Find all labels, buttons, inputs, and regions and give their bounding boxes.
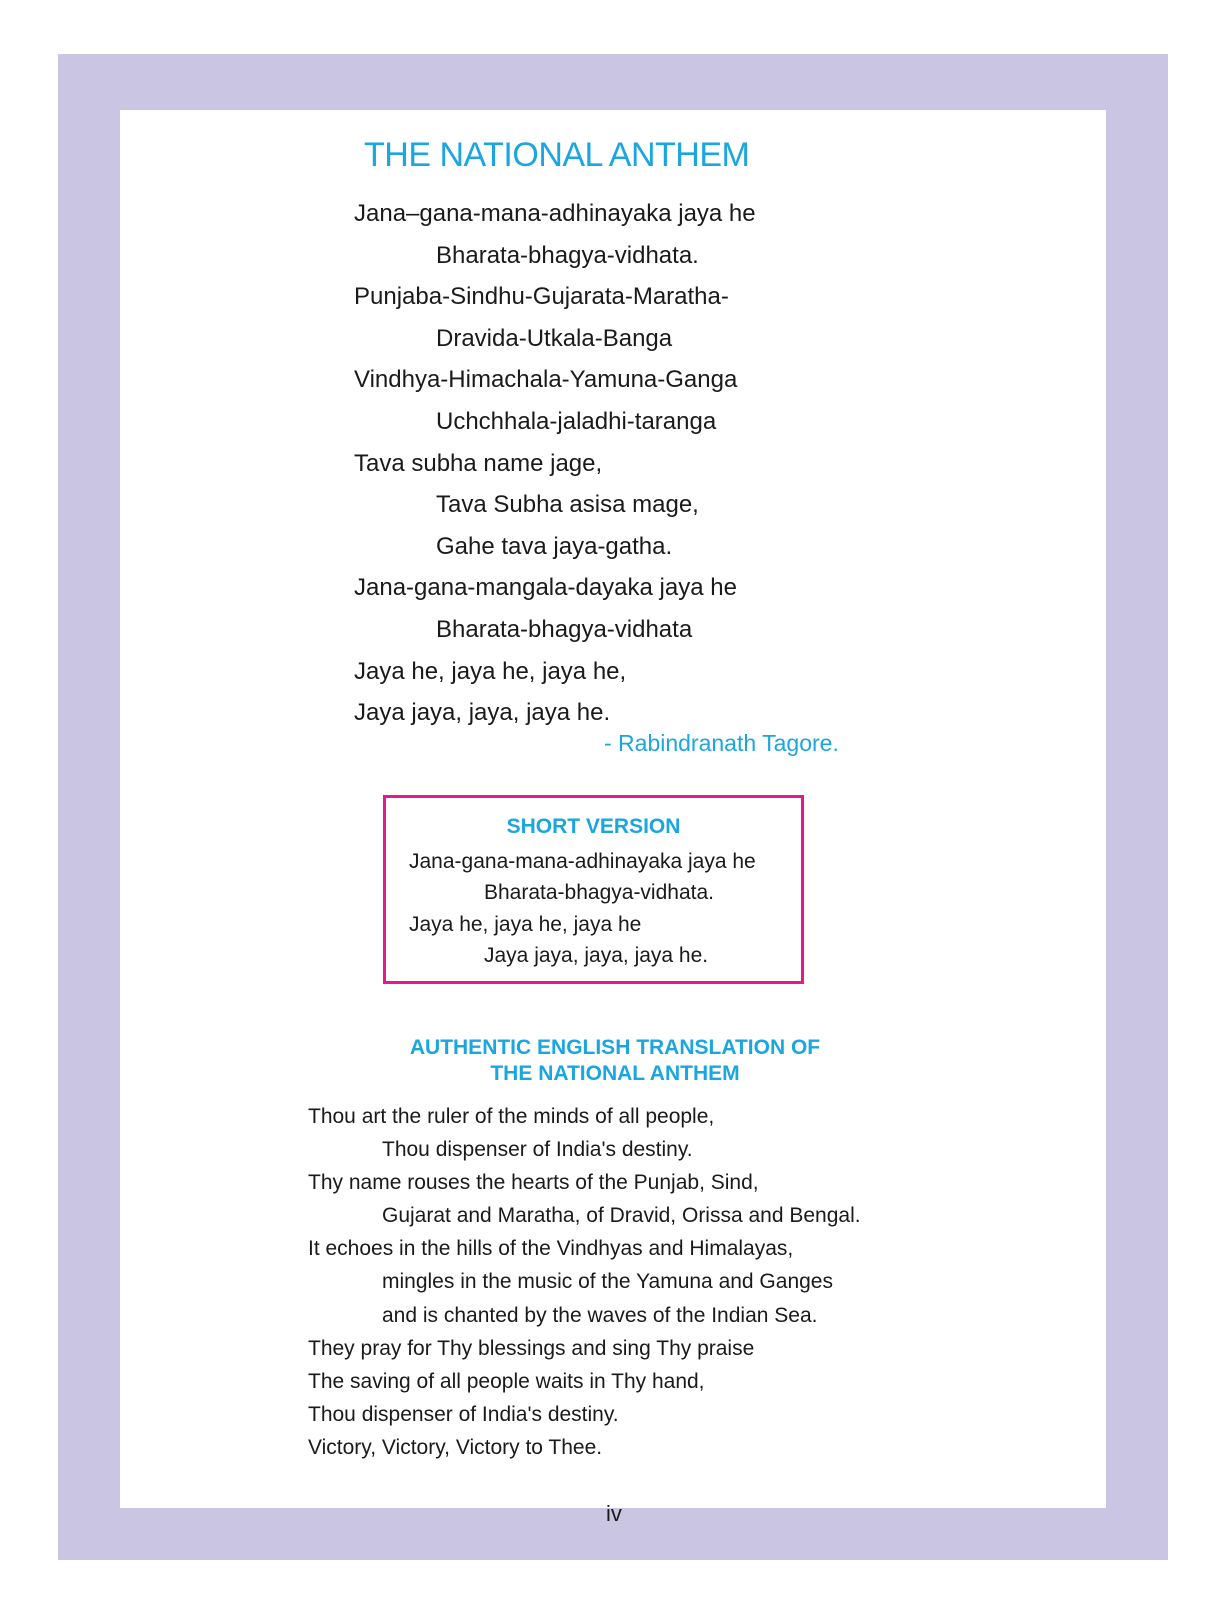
anthem-lyrics: [354, 198, 756, 739]
anthem-line: Tava Subha asisa mage,: [436, 491, 699, 519]
anthem-line: Jaya he, jaya he, jaya he,: [354, 657, 627, 685]
short-version-lyrics: [409, 849, 756, 974]
anthem-line: Gahe tava jaya-gatha.: [436, 532, 673, 560]
translation-line: It echoes in the hills of the Vindhyas and Himalayas,: [308, 1237, 794, 1261]
translation-line: mingles in the music of the Yamuna and Ganges: [382, 1270, 833, 1294]
anthem-line: Bharata-bhagya-vidhata: [436, 615, 693, 643]
short-version-line: Bharata-bhagya-vidhata.: [484, 881, 714, 905]
anthem-line: Jana–gana-mana-adhinayaka jaya he: [354, 200, 756, 227]
translation-line: and is chanted by the waves of the Indian Sea.: [382, 1303, 818, 1327]
anthem-line: Bharata-bhagya-vidhata.: [436, 241, 699, 269]
translation-line: Thou dispenser of India's destiny.: [308, 1402, 619, 1426]
anthem-line: Punjaba-Sindhu-Gujarata-Maratha-: [354, 283, 729, 311]
translation-line: Thy name rouses the hearts of the Punjab, Sind,: [308, 1171, 759, 1195]
translation-line: Thou art the ruler of the minds of all people,: [308, 1105, 715, 1128]
anthem-line: Vindhya-Himachala-Yamuna-Ganga: [354, 366, 738, 394]
translation-title-line-2: THE NATIONAL ANTHEM: [490, 1062, 740, 1085]
translation-title-line-1: AUTHENTIC ENGLISH TRANSLATION OF: [409, 1036, 821, 1059]
short-version-line: Jaya he, jaya he, jaya he: [409, 912, 642, 936]
anthem-line: Uchchhala-jaladhi-taranga: [436, 407, 717, 435]
short-version-box: [383, 795, 804, 984]
anthem-line: Dravida-Utkala-Banga: [436, 324, 673, 352]
translation-line: They pray for Thy blessings and sing Thy praise: [308, 1336, 755, 1360]
translation-line: Thou dispenser of India's destiny.: [382, 1138, 693, 1162]
translation-line: Gujarat and Maratha, of Dravid, Orissa and Bengal.: [382, 1204, 861, 1228]
short-version-line: Jana-gana-mana-adhinayaka jaya he: [409, 850, 756, 873]
anthem-line: Jana-gana-mangala-dayaka jaya he: [354, 574, 737, 602]
translation-text: [308, 1104, 861, 1468]
translation-line: The saving of all people waits in Thy hand,: [308, 1369, 705, 1393]
page-title: THE NATIONAL ANTHEM: [364, 136, 750, 174]
anthem-line: Jaya jaya, jaya, jaya he.: [354, 699, 611, 727]
anthem-line: Tava subha name jage,: [354, 449, 603, 477]
translation-title: [340, 1035, 890, 1087]
translation-line: Victory, Victory, Victory to Thee.: [308, 1435, 603, 1459]
short-version-line: Jaya jaya, jaya, jaya he.: [484, 943, 709, 967]
author-credit: - Rabindranath Tagore.: [604, 730, 839, 756]
page-number: iv: [606, 1501, 622, 1526]
short-version-title: SHORT VERSION: [506, 815, 681, 838]
